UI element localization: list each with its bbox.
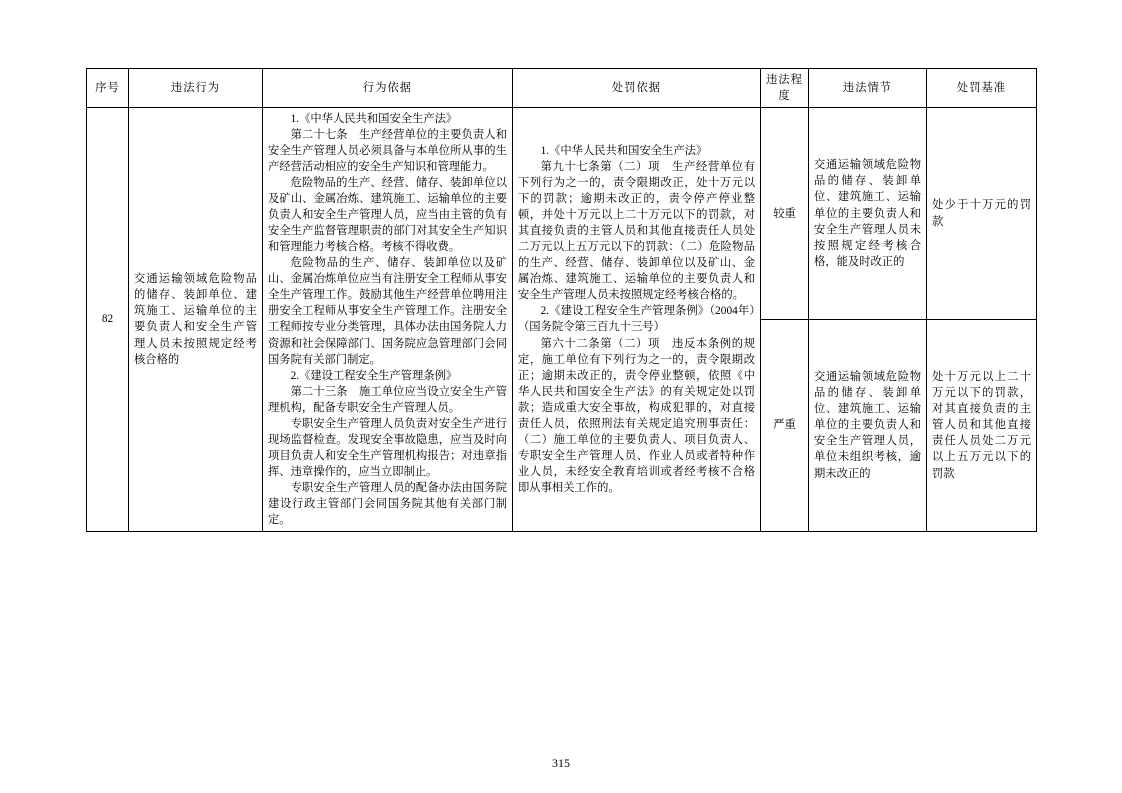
cell-penalty-standard: 处十万元以上二十万元以下的罚款，对其直接负责的主管人员和其他直接责任人员处二万元以上五万元以下的罚款 xyxy=(927,319,1037,531)
legal-basis-para: 专职安全生产管理人员的配备办法由国务院建设行政主管部门会同国务院其他有关部门制定。 xyxy=(268,481,507,526)
cell-violation-degree: 较重 xyxy=(761,108,809,320)
legal-basis-para: 危险物品的生产、经营、储存、装卸单位以及矿山、金属冶炼、建筑施工、运输单位的主要负责人和安全生产管理人员，应当由主管的负有安全生产监督管理职责的部门对其安全生产知识和管理能力考核合格。考核不得收费。 xyxy=(268,177,507,254)
column-header-standard: 处罚基准 xyxy=(927,69,1037,108)
penalty-standards-table xyxy=(86,68,1037,532)
legal-basis-para: 第二十三条 施工单位应当设立安全生产管理机构，配备专职安全生产管理人员。 xyxy=(268,385,507,414)
cell-legal-basis xyxy=(263,108,513,532)
punishment-basis-para: 1.《中华人民共和国安全生产法》 xyxy=(540,145,708,158)
cell-violation-act: 交通运输领域危险物品的储存、装卸单位、建筑施工、运输单位的主要负责人和安全生产管理人员未按照规定经考核合格的 xyxy=(129,108,263,532)
cell-sequence-number: 82 xyxy=(87,108,129,532)
punishment-basis-para: 第九十七条第（二）项 生产经营单位有下列行为之一的，责令限期改正，处十万元以下的罚款；逾期未改正的，责令停产停业整顿，并处十万元以上二十万元以下的罚款，对其直接负责的主管人员和其他直接责任人员处二万元以上五万元以下的罚款：（二）危险物品的生产、经营、储存、装卸单位以及矿山、金属冶炼、建筑施工、运输单位的主要负责人和安全生产管理人员未按照规定经考核合格的。 xyxy=(518,161,755,302)
legal-basis-para: 专职安全生产管理人员负责对安全生产进行现场监督检查。发现安全事故隐患，应当及时向项目负责人和安全生产管理机构报告；对违章指挥、违章操作的，应当立即制止。 xyxy=(268,417,507,478)
punishment-basis-para: 2.《建设工程安全生产管理条例》（2004年）（国务院令第三百九十三号） xyxy=(518,305,755,334)
column-header-basis: 行为依据 xyxy=(263,69,513,108)
column-header-degree: 违法程度 xyxy=(761,69,809,108)
legal-basis-para: 第二十七条 生产经营单位的主要负责人和安全生产管理人员必须具备与本单位所从事的生产经营活动相应的安全生产知识和管理能力。 xyxy=(268,129,507,174)
cell-violation-circumstance: 交通运输领域危险物品的储存、装卸单位、建筑施工、运输单位的主要负责人和安全生产管理人员，单位未组织考核，逾期未改正的 xyxy=(809,319,927,531)
cell-violation-circumstance: 交通运输领域危险物品的储存、装卸单位、建筑施工、运输单位的主要负责人和安全生产管理人员未按照规定经考核合格，能及时改正的 xyxy=(809,108,927,320)
legal-basis-para: 危险物品的生产、储存、装卸单位以及矿山、金属冶炼单位应当有注册安全工程师从事安全生产管理工作。鼓励其他生产经营单位聘用注册安全工程师从事安全生产管理工作。注册安全工程师按专业分类管理，具体办法由国务院人力资源和社会保障部门、国务院应急管理部门会同国务院有关部门制定。 xyxy=(268,257,507,366)
column-header-violation: 违法行为 xyxy=(129,69,263,108)
column-header-punish-basis: 处罚依据 xyxy=(513,69,761,108)
cell-violation-degree: 严重 xyxy=(761,319,809,531)
punishment-basis-para: 第六十二条第（二）项 违反本条例的规定，施工单位有下列行为之一的，责令限期改正；逾期未改正的，责令停业整顿，依照《中华人民共和国安全生产法》的有关规定处以罚款；造成重大安全事故，构成犯罪的，对直接责任人员，依照刑法有关规定追究刑事责任：（二）施工单位的主要负责人、项目负责人、专职安全生产管理人员、作业人员或者特种作业人员，未经安全教育培训或者经考核不合格即从事相关工作的。 xyxy=(518,337,755,494)
column-header-circumstance: 违法情节 xyxy=(809,69,927,108)
table-row xyxy=(87,108,1037,320)
column-header-seq: 序号 xyxy=(87,69,129,108)
cell-punishment-basis xyxy=(513,108,761,532)
legal-basis-para: 2.《建设工程安全生产管理条例》 xyxy=(290,369,458,382)
page-number: 315 xyxy=(552,756,570,770)
table-body xyxy=(87,108,1037,532)
table-header-row xyxy=(87,69,1037,108)
table-header xyxy=(87,69,1037,108)
cell-penalty-standard: 处少于十万元的罚款 xyxy=(927,108,1037,320)
legal-basis-para: 1.《中华人民共和国安全生产法》 xyxy=(290,113,458,126)
